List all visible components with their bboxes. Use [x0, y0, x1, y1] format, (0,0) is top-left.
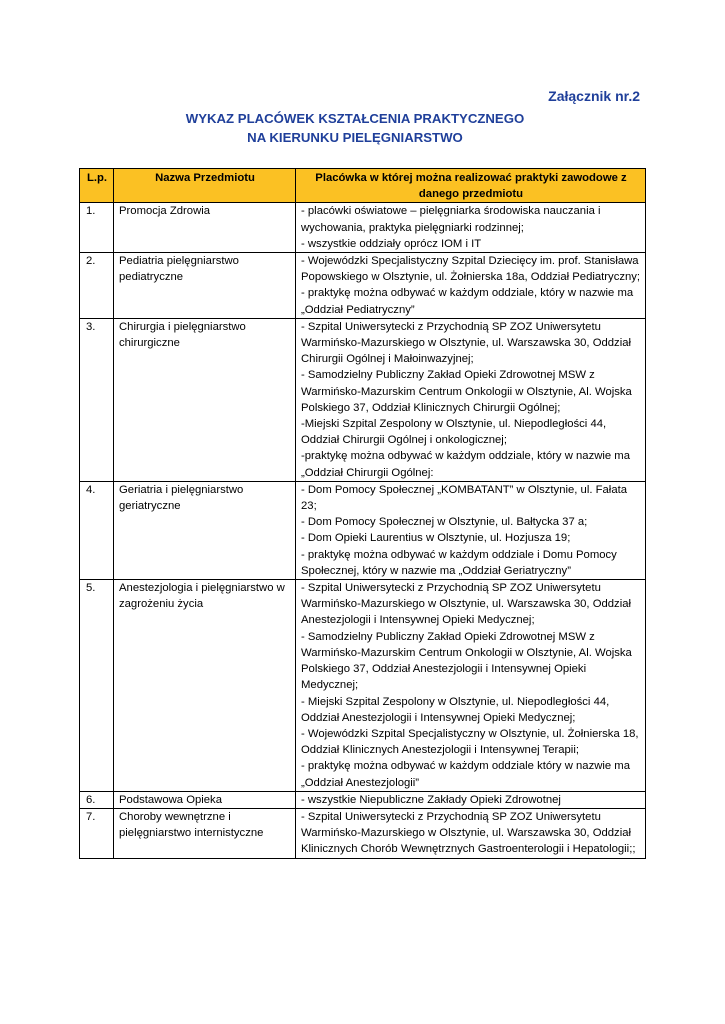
header-subject: Nazwa Przedmiotu — [114, 169, 296, 203]
facilities-table — [79, 168, 646, 859]
table-row — [80, 808, 646, 858]
subject-name: Promocja Zdrowia — [114, 203, 296, 253]
facility-entry: - Miejski Szpital Zespolony w Olsztynie, ul. Niepodległości 44, Oddział Anestezjologii i Intensywnej Opieki Medycznej; — [301, 695, 610, 724]
facility-entry: - Szpital Uniwersytecki z Przychodnią SP ZOZ Uniwersytetu Warmińsko-Mazurskiego w Olsztynie, ul. Warszawska 30, Oddział Chirurgii Ogólnej i Małoinwazyjnej; — [301, 320, 632, 366]
facility-entry: - praktykę można odbywać w każdym oddziale który w nazwie ma „Oddział Anestezjologii” — [301, 760, 630, 789]
subject-name: Choroby wewnętrzne i pielęgniarstwo internistyczne — [114, 808, 296, 858]
facility-entry: -praktykę można odbywać w każdym oddziale, który w nazwie ma „Oddział Chirurgii Ogólnej: — [301, 450, 630, 479]
table-row — [80, 481, 646, 579]
subject-name: Pediatria pielęgniarstwo pediatryczne — [114, 253, 296, 319]
row-number: 7. — [80, 808, 114, 858]
row-number: 5. — [80, 580, 114, 792]
row-number: 3. — [80, 318, 114, 481]
table-row — [80, 791, 646, 808]
subject-name: Geriatria i pielęgniarstwo geriatryczne — [114, 481, 296, 579]
facility-cell — [296, 791, 646, 808]
facility-entry: - Dom Pomocy Społecznej w Olsztynie, ul. Bałtycka 37 a; — [301, 516, 588, 529]
table-header-row — [80, 169, 646, 203]
facility-cell — [296, 318, 646, 481]
facility-cell — [296, 253, 646, 319]
facility-entry: - Wojewódzki Specjalistyczny Szpital Dziecięcy im. prof. Stanisława Popowskiego w Olsztynie, ul. Żołnierska 18a, Oddział Pediatryczny; — [301, 255, 641, 284]
header-lp: L.p. — [80, 169, 114, 203]
facility-entry: - Samodzielny Publiczny Zakład Opieki Zdrowotnej MSW z Warmińsko-Mazurskim Centrum Onkologii w Olsztynie, Al. Wojska Polskiego 37, Oddział Anestezjologii i Intensywnej Opieki Medycznej; — [301, 630, 632, 692]
title-line-1: WYKAZ PLACÓWEK KSZTAŁCENIA PRAKTYCZNEGO — [185, 111, 525, 126]
facility-entry: - wszystkie oddziały oprócz IOM i IT — [301, 237, 482, 250]
facility-entry: - praktykę można odbywać w każdym oddziale, który w nazwie ma „Oddział Pediatryczny” — [301, 287, 634, 316]
table-row — [80, 203, 646, 253]
facility-entry: - Wojewódzki Szpital Specjalistyczny w Olsztynie, ul. Żołnierska 18, Oddział Klinicznych Anestezjologii i Intensywnej Terapii; — [301, 727, 639, 757]
document-title — [120, 109, 590, 147]
table-row — [80, 580, 646, 792]
facility-entry: -Miejski Szpital Zespolony w Olsztynie, ul. Niepodległości 44, Oddział Chirurgii Ogólnej i onkologicznej; — [301, 418, 607, 447]
facility-cell — [296, 203, 646, 253]
subject-name: Anestezjologia i pielęgniarstwo w zagrożeniu życia — [114, 580, 296, 792]
facility-cell — [296, 580, 646, 792]
facility-entry: - placówki oświatowe – pielęgniarka środowiska nauczania i wychowania, praktyka pielęgniarki rodzinnej; — [301, 205, 601, 234]
header-facility: Placówka w której można realizować praktyki zawodowe z danego przedmiotu — [296, 169, 646, 203]
table-row — [80, 318, 646, 481]
annex-label: Załącznik nr.2 — [548, 88, 640, 104]
facility-cell — [296, 808, 646, 858]
table-row — [80, 253, 646, 319]
facility-entry: - Dom Opieki Laurentius w Olsztynie, ul. Hozjusza 19; — [301, 532, 571, 545]
title-line-2: NA KIERUNKU PIELĘGNIARSTWO — [247, 130, 463, 145]
facility-entry: - Samodzielny Publiczny Zakład Opieki Zdrowotnej MSW z Warmińsko-Mazurskim Centrum Onkologii w Olsztynie, Al. Wojska Polskiego 37, Oddział Klinicznych Chirurgii Ogólnej; — [301, 369, 632, 414]
subject-name: Podstawowa Opieka — [114, 791, 296, 808]
facility-entry: - Szpital Uniwersytecki z Przychodnią SP ZOZ Uniwersytetu Warmińsko-Mazurskiego w Olsztynie, ul. Warszawska 30, Oddział Anestezjologii i Intensywnej Opieki Medycznej; — [301, 582, 632, 627]
row-number: 6. — [80, 791, 114, 808]
facility-entry: - wszystkie Niepubliczne Zakłady Opieki Zdrowotnej — [301, 793, 561, 806]
facility-cell — [296, 481, 646, 579]
row-number: 1. — [80, 203, 114, 253]
subject-name: Chirurgia i pielęgniarstwo chirurgiczne — [114, 318, 296, 481]
row-number: 4. — [80, 481, 114, 579]
facility-entry: - Dom Pomocy Społecznej „KOMBATANT” w Olsztynie, ul. Fałata 23; — [301, 483, 628, 513]
facility-entry: - Szpital Uniwersytecki z Przychodnią SP ZOZ Uniwersytetu Warmińsko-Mazurskiego w Olsztynie, ul. Warszawska 30, Oddział Klinicznych Chorób Wewnętrznych Gastroenterologii i Hepatologii;; — [301, 810, 636, 856]
facility-entry: - praktykę można odbywać w każdym oddziale i Domu Pomocy Społecznej, który w nazwie ma „Oddział Geriatryczny” — [301, 548, 617, 577]
row-number: 2. — [80, 253, 114, 319]
